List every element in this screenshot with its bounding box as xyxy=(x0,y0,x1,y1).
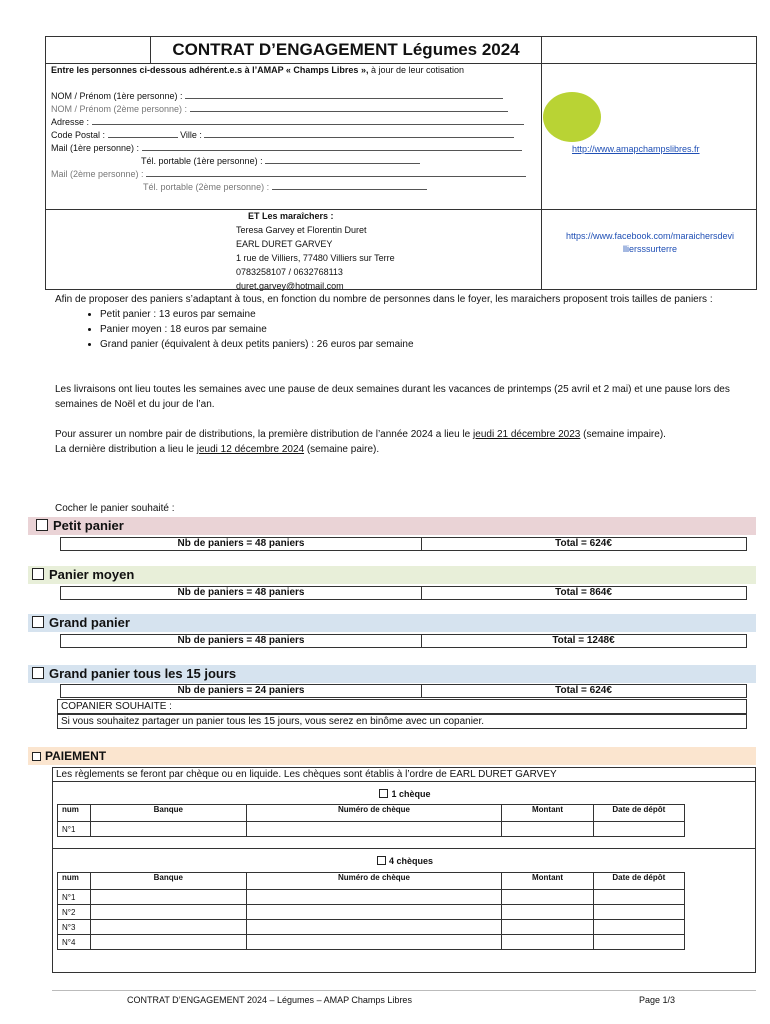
basket-section-bar xyxy=(28,517,756,535)
distribution-paragraph: Pour assurer un nombre pair de distributions, la première distribution de l’année 2024 a lieu le jeudi 21 décembre 2023 (semaine impaire). La dernière distribution a lieu le jeudi 12 décembre 2024 (semaine paire). xyxy=(55,429,666,455)
list-item: • Panier moyen : 18 euros par semaine xyxy=(100,322,755,337)
footer-divider xyxy=(52,990,756,991)
payment-section-bar xyxy=(28,747,756,765)
delivery-paragraph: Les livraisons ont lieu toutes les semaines avec une pause de deux semaines durant les vacances de printemps (25 avril et 2 mai) et une pause lors des semaines de Noël et du jour de l’an. xyxy=(55,384,730,410)
four-cheques-option[interactable]: 4 chèques xyxy=(53,856,757,866)
basket-moyen[interactable]: Panier moyen xyxy=(32,567,134,582)
intro-paragraph: Afin de proposer des paniers s’adaptant à tous, en fonction du nombre de personnes dans le foyer, les maraichers proposent trois tailles de paniers : • Petit panier : 13 euros par semaine • Panier moyen : 18 euros par semaine • Grand panier (équivalent à deux petits paniers) : 26 euros par semaine xyxy=(55,292,755,352)
basket-price-list xyxy=(55,307,755,352)
checkbox-icon xyxy=(32,752,41,761)
field-nom1[interactable]: NOM / Prénom (1ère personne) : xyxy=(51,90,503,101)
table-row: N°1 xyxy=(58,890,685,905)
table-row: N°2 xyxy=(58,905,685,920)
table-row: N°4 xyxy=(58,935,685,950)
payment-note: Les règlements se feront par chèque ou en liquide. Les chèques sont établis à l’ordre de EARL DURET GARVEY xyxy=(56,769,557,780)
table-row: Nb de paniers = 48 paniers Total = 864€ xyxy=(60,586,747,600)
page-number: Page 1/3 xyxy=(639,995,676,1005)
copanier-note: Si vous souhaitez partager un panier tous les 15 jours, vous serez en binôme avec un copanier. xyxy=(57,714,747,729)
payment-box xyxy=(52,767,756,973)
list-item: • Grand panier (équivalent à deux petits paniers) : 26 euros par semaine xyxy=(100,337,755,352)
field-mail1[interactable]: Mail (1ère personne) : xyxy=(51,142,522,153)
checkbox-icon xyxy=(377,856,386,865)
basket-section-bar xyxy=(28,614,756,632)
field-tel1[interactable]: Tél. portable (1ère personne) : xyxy=(141,155,420,166)
contract-title: CONTRAT D’ENGAGEMENT Légumes 2024 xyxy=(172,40,520,59)
basket-section-bar xyxy=(28,566,756,584)
checkbox-icon xyxy=(32,568,44,580)
footer-title: CONTRAT D’ENGAGEMENT 2024 – Légumes – AMAP Champs Libres xyxy=(127,995,412,1005)
choose-basket-label: Cocher le panier souhaité : xyxy=(55,503,175,514)
field-adresse[interactable]: Adresse : xyxy=(51,116,524,127)
amap-logo xyxy=(543,92,601,142)
one-cheque-option[interactable]: 1 chèque xyxy=(53,789,757,799)
website-link[interactable]: http://www.amapchampslibres.fr xyxy=(572,144,700,154)
farmers-block: ET Les maraîchers : Teresa Garvey et Florentin Duret EARL DURET GARVEY 1 rue de Villiers, 77480 Villiers sur Terre 0783258107 / 0632768113 duret.garvey@hotmail.com xyxy=(236,211,395,291)
checkbox-icon xyxy=(36,519,48,531)
list-item: • Petit panier : 13 euros par semaine xyxy=(100,307,755,322)
intro-line: Entre les personnes ci-dessous adhérent.e.s à l’AMAP « Champs Libres », à jour de leur cotisation xyxy=(51,65,465,75)
four-cheques-table: num Banque Numéro de chèque Montant Date de dépôt N°1 N°2 N°3 N°4 xyxy=(57,872,685,950)
field-nom2[interactable]: NOM / Prénom (2ème personne) : xyxy=(51,103,508,114)
checkbox-icon xyxy=(32,667,44,679)
basket-grand-15[interactable]: Grand panier tous les 15 jours xyxy=(32,666,236,681)
basket-grand[interactable]: Grand panier xyxy=(32,615,130,630)
table-row: N°3 xyxy=(58,920,685,935)
basket-petit[interactable]: Petit panier xyxy=(36,518,124,533)
checkbox-icon xyxy=(32,616,44,628)
copanier-field[interactable]: COPANIER SOUHAITE : xyxy=(57,699,747,714)
facebook-link[interactable]: https://www.facebook.com/maraichersdevi lliersssurterre xyxy=(565,231,735,254)
field-tel2[interactable]: Tél. portable (2ème personne) : xyxy=(143,181,427,192)
field-code-postal[interactable]: Code Postal : Ville : xyxy=(51,129,514,140)
checkbox-icon xyxy=(379,789,388,798)
table-row: N°1 xyxy=(58,822,685,837)
table-row: Nb de paniers = 48 paniers Total = 1248€ xyxy=(60,634,747,648)
table-row: Nb de paniers = 48 paniers Total = 624€ xyxy=(60,537,747,551)
field-mail2[interactable]: Mail (2ème personne) : xyxy=(51,168,526,179)
table-row: Nb de paniers = 24 paniers Total = 624€ xyxy=(60,684,747,698)
one-cheque-table: num Banque Numéro de chèque Montant Date de dépôt N°1 xyxy=(57,804,685,837)
payment-title: PAIEMENT xyxy=(32,749,106,763)
header-table xyxy=(45,36,757,290)
